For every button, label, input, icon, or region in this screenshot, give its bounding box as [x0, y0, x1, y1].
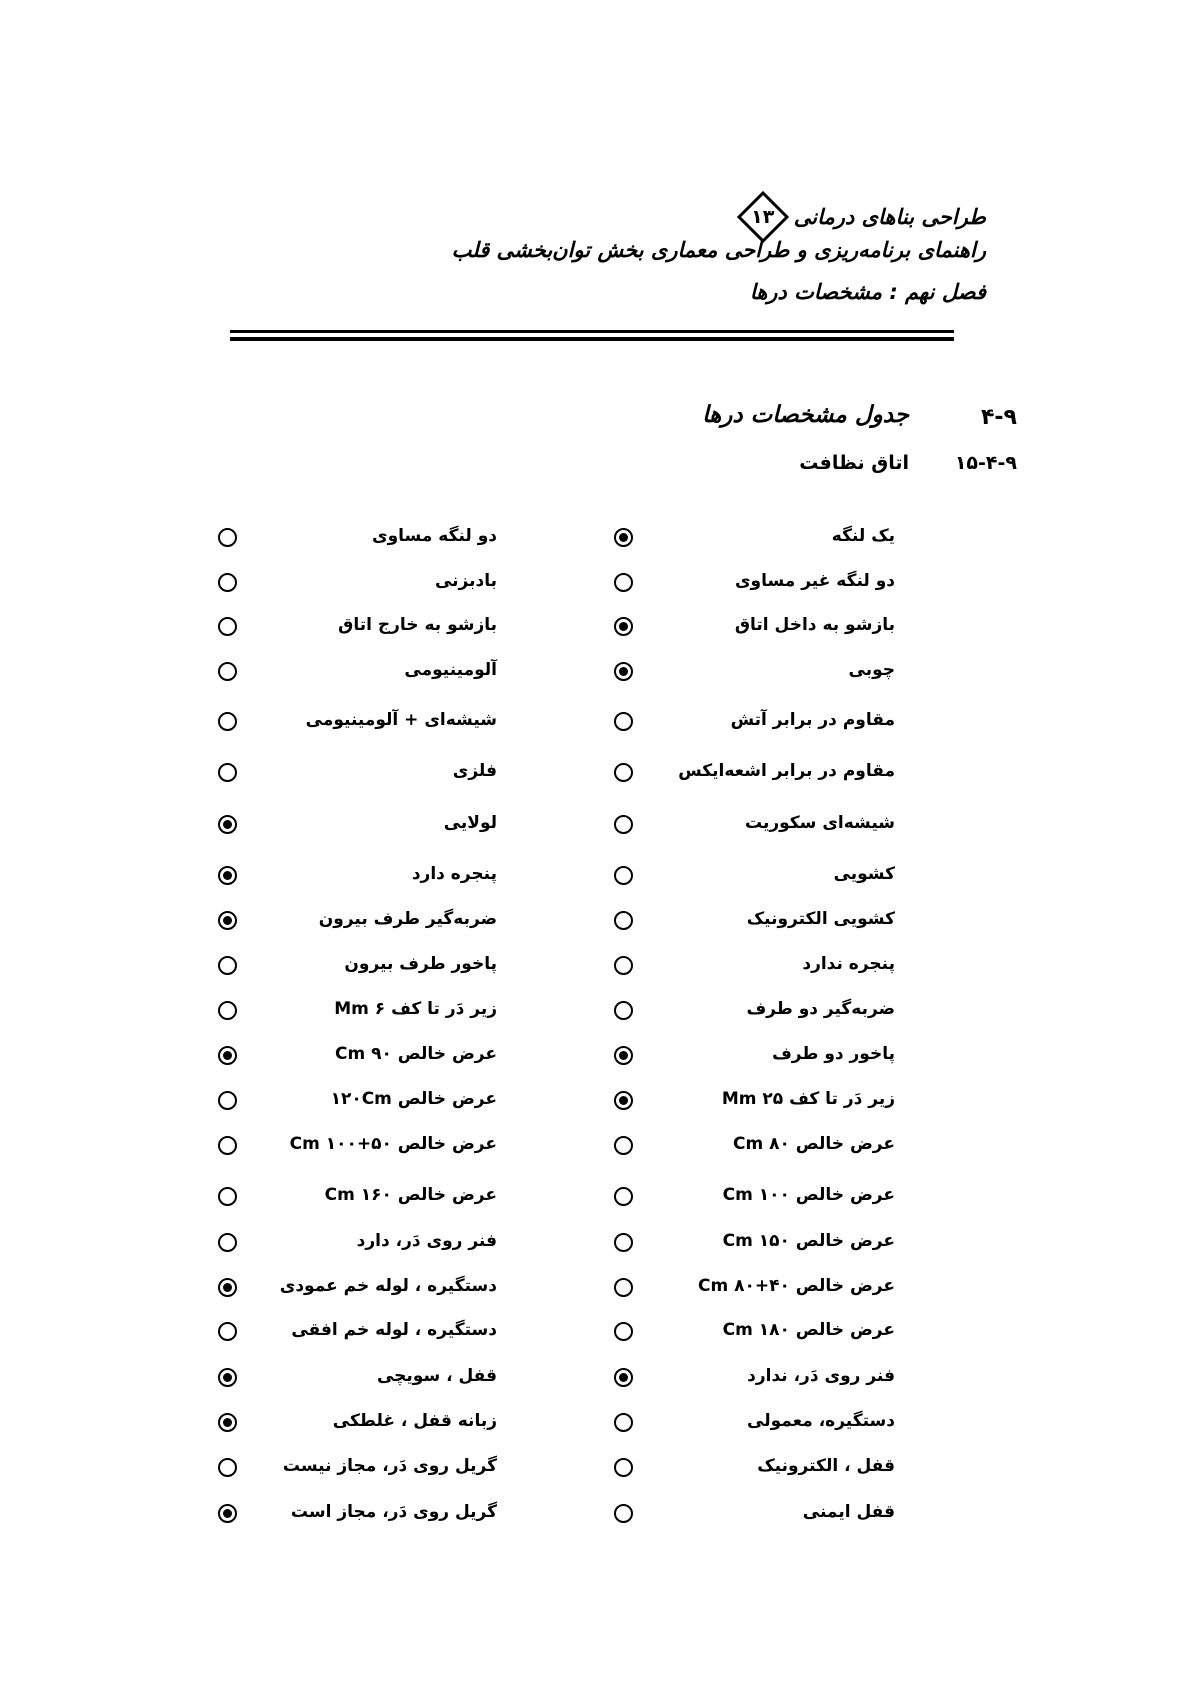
option-label: دو لنگه غیر مساوی: [734, 571, 895, 591]
radio-checked[interactable]: [218, 815, 237, 834]
chapter-badge: [736, 190, 790, 244]
option-label: عرض خالص ۱۵۰ Cm: [722, 1231, 895, 1251]
option-label: قفل ایمنی: [802, 1502, 895, 1522]
radio-unchecked[interactable]: [218, 1233, 237, 1252]
option-label: پاخور دو طرف: [772, 1044, 895, 1064]
radio-unchecked[interactable]: [218, 1458, 237, 1477]
option-label: کشویی الکترونیک: [746, 909, 895, 929]
option-label: آلومینیومی: [404, 660, 497, 680]
radio-unchecked[interactable]: [218, 617, 237, 636]
radio-unchecked[interactable]: [614, 1001, 633, 1020]
radio-dot: [619, 622, 628, 631]
radio-dot: [223, 1418, 232, 1427]
option-label: ضربه‌گیر دو طرف: [746, 999, 895, 1019]
option-label: پاخور طرف بیرون: [344, 954, 497, 974]
radio-unchecked[interactable]: [218, 1001, 237, 1020]
radio-checked[interactable]: [218, 1278, 237, 1297]
radio-unchecked[interactable]: [218, 1136, 237, 1155]
radio-dot: [223, 1509, 232, 1518]
chapter-badge-number: ۱۳: [751, 206, 775, 228]
option-label: فلزی: [452, 761, 497, 781]
radio-dot: [223, 1373, 232, 1382]
radio-unchecked[interactable]: [614, 1136, 633, 1155]
option-label: دستگیره ، لوله خم افقی: [291, 1320, 497, 1340]
radio-unchecked[interactable]: [614, 1413, 633, 1432]
option-label: عرض خالص ۴۰+۸۰ Cm: [697, 1276, 895, 1296]
radio-unchecked[interactable]: [614, 1187, 633, 1206]
option-label: کشویی: [833, 864, 895, 884]
radio-dot: [619, 667, 628, 676]
radio-checked[interactable]: [218, 911, 237, 930]
radio-dot: [619, 533, 628, 542]
option-label: عرض خالص ۱۶۰ Cm: [324, 1185, 497, 1205]
option-label: ضربه‌گیر طرف بیرون: [318, 909, 497, 929]
radio-unchecked[interactable]: [614, 956, 633, 975]
option-label: عرض خالص ۱۸۰ Cm: [722, 1320, 895, 1340]
option-label: دستگیره، معمولی: [747, 1411, 895, 1431]
radio-checked[interactable]: [218, 1504, 237, 1523]
radio-checked[interactable]: [614, 1368, 633, 1387]
radio-unchecked[interactable]: [614, 1504, 633, 1523]
radio-checked[interactable]: [614, 1046, 633, 1065]
option-label: عرض خالص ۸۰ Cm: [733, 1134, 895, 1154]
section-title: جدول مشخصات درها: [702, 402, 909, 428]
radio-dot: [223, 916, 232, 925]
option-label: دستگیره ، لوله خم عمودی: [279, 1276, 497, 1296]
option-label: مقاوم در برابر آتش: [730, 710, 895, 730]
radio-unchecked[interactable]: [218, 528, 237, 547]
option-label: گریل روی دَر، مجاز نیست: [282, 1456, 497, 1476]
option-label: پنجره ندارد: [802, 954, 895, 974]
option-label: زیر دَر تا کف ۶ Mm: [334, 999, 497, 1019]
radio-dot: [223, 871, 232, 880]
option-label: فنر روی دَر، دارد: [356, 1231, 497, 1251]
radio-dot: [223, 1283, 232, 1292]
radio-dot: [619, 1373, 628, 1382]
option-label: گریل روی دَر، مجاز است: [290, 1502, 497, 1522]
option-label: قفل ، الکترونیک: [757, 1456, 895, 1476]
header-divider-thin: [230, 330, 954, 333]
radio-unchecked[interactable]: [218, 1187, 237, 1206]
radio-dot: [619, 1051, 628, 1060]
radio-dot: [223, 1051, 232, 1060]
radio-checked[interactable]: [614, 1091, 633, 1110]
option-label: بازشو به خارج اتاق: [338, 615, 497, 635]
radio-unchecked[interactable]: [614, 1278, 633, 1297]
subsection-number: ۱۵-۴-۹: [954, 452, 1017, 474]
radio-unchecked[interactable]: [218, 763, 237, 782]
option-label: شیشه‌ای + آلومینیومی: [305, 710, 497, 730]
book-title: طراحی بناهای درمانی: [793, 205, 986, 229]
option-label: بازشو به داخل اتاق: [734, 615, 895, 635]
radio-unchecked[interactable]: [218, 1091, 237, 1110]
book-subtitle: راهنمای برنامه‌ریزی و طراحی معماری بخش توان‌بخشی قلب: [451, 238, 986, 262]
subsection-title: اتاق نظافت: [799, 452, 909, 474]
option-label: بادبزنی: [434, 571, 497, 591]
option-label: عرض خالص ۵۰+۱۰۰ Cm: [289, 1134, 497, 1154]
option-label: یک لنگه: [831, 526, 895, 546]
option-label: پنجره دارد: [411, 864, 497, 884]
option-label: چوبی: [848, 660, 895, 680]
chapter-title: فصل نهم : مشخصات درها: [749, 280, 986, 304]
radio-checked[interactable]: [218, 1413, 237, 1432]
radio-checked[interactable]: [614, 617, 633, 636]
radio-unchecked[interactable]: [614, 815, 633, 834]
option-label: عرض خالص ۹۰ Cm: [335, 1044, 497, 1064]
radio-unchecked[interactable]: [614, 573, 633, 592]
option-label: زیر دَر تا کف ۲۵ Mm: [721, 1089, 895, 1109]
radio-dot: [619, 1096, 628, 1105]
radio-checked[interactable]: [614, 662, 633, 681]
radio-unchecked[interactable]: [218, 712, 237, 731]
radio-unchecked[interactable]: [218, 1322, 237, 1341]
radio-unchecked[interactable]: [614, 1322, 633, 1341]
radio-unchecked[interactable]: [614, 712, 633, 731]
option-label: فنر روی دَر، ندارد: [747, 1366, 895, 1386]
radio-checked[interactable]: [218, 1046, 237, 1065]
option-label: عرض خالص ۱۰۰ Cm: [722, 1185, 895, 1205]
radio-unchecked[interactable]: [218, 662, 237, 681]
option-label: زبانه قفل ، غلطکی: [332, 1411, 497, 1431]
option-label: لولایی: [443, 813, 497, 833]
book-header: [736, 190, 986, 244]
radio-unchecked[interactable]: [218, 956, 237, 975]
radio-checked[interactable]: [218, 866, 237, 885]
header-divider-thick: [230, 337, 954, 341]
option-label: مقاوم در برابر اشعه‌ایکس: [678, 761, 895, 781]
radio-unchecked[interactable]: [614, 866, 633, 885]
section-number: ۴-۹: [981, 405, 1017, 430]
radio-checked[interactable]: [218, 1368, 237, 1387]
radio-checked[interactable]: [614, 528, 633, 547]
option-label: شیشه‌ای سکوریت: [744, 813, 895, 833]
radio-unchecked[interactable]: [614, 1458, 633, 1477]
radio-unchecked[interactable]: [614, 1233, 633, 1252]
radio-unchecked[interactable]: [614, 763, 633, 782]
radio-dot: [223, 820, 232, 829]
option-label: قفل ، سویچی: [376, 1366, 497, 1386]
option-label: دو لنگه مساوی: [371, 526, 497, 546]
radio-unchecked[interactable]: [218, 573, 237, 592]
option-label: عرض خالص ۱۲۰Cm: [330, 1089, 497, 1109]
radio-unchecked[interactable]: [614, 911, 633, 930]
